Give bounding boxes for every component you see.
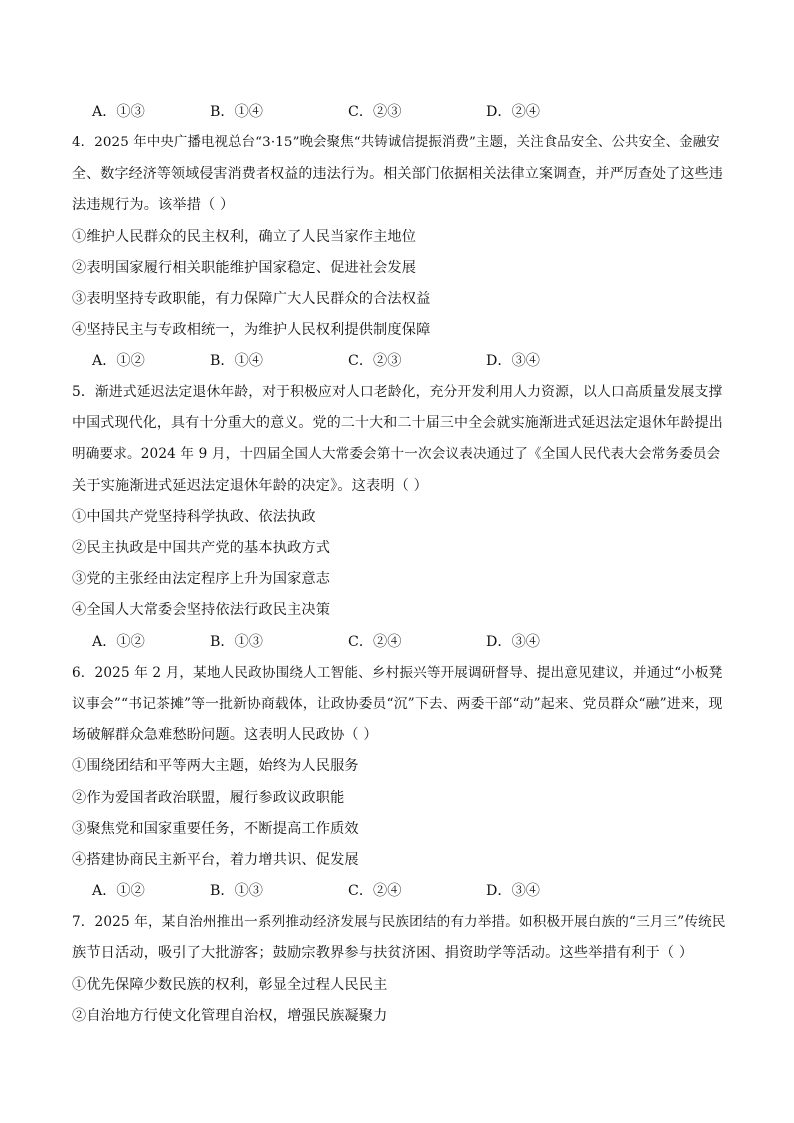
q5-stem-line: 明确要求。2024 年 9 月，十四届全国人大常委会第十一次会议表决通过了《全国人民代表大会常务委员会 — [72, 446, 721, 462]
q5-stem-line: 中国式现代化，具有十分重大的意义。党的二十大和二十届三中全会就实施渐进式延迟法定退休年龄提出 — [72, 415, 723, 431]
q7-item: ②自治地方行使文化管理自治权，增强民族凝聚力 — [72, 1008, 388, 1024]
q3-option-d: D．②④ — [486, 104, 540, 120]
q4-item: ①维护人民群众的民主权利，确立了人民当家作主地位 — [72, 229, 417, 245]
q5-option-a: A．①② — [92, 634, 145, 650]
q6-item: ④搭建协商民主新平台，着力增共识、促发展 — [72, 852, 359, 868]
q4-option-b: B．①④ — [210, 353, 263, 369]
q5-option-b: B．①③ — [210, 634, 263, 650]
q3-option-a: A．①③ — [92, 104, 145, 120]
q4-options — [92, 351, 692, 371]
q6-option-d: D．③④ — [486, 883, 540, 899]
q6-stem-line: 议事会”“书记茶摊”等一批新协商载体，让政协委员“沉”下去、两委干部“动”起来、党员群众“融”进来，现 — [72, 696, 723, 712]
q6-stem-line: 6．2025 年 2 月，某地人民政协围绕人工智能、乡村振兴等开展调研督导、提出意见建议，并通过“小板凳 — [72, 665, 723, 681]
q6-option-b: B．①③ — [210, 883, 263, 899]
q6-stem-line: 场破解群众急难愁盼问题。这表明人民政协（ ） — [72, 727, 378, 743]
q6-option-a: A．①② — [92, 883, 145, 899]
q4-stem-line: 法违规行为。该举措（ ） — [72, 197, 235, 213]
q4-item: ④坚持民主与专政相统一，为维护人民权利提供制度保障 — [72, 322, 431, 338]
q4-option-d: D．③④ — [486, 353, 540, 369]
q6-item: ②作为爱国者政治联盟，履行参政议政职能 — [72, 790, 345, 806]
q6-item: ③聚焦党和国家重要任务，不断提高工作质效 — [72, 821, 359, 837]
q5-item: ①中国共产党坚持科学执政、依法执政 — [72, 509, 316, 525]
q5-stem-line: 5．渐进式延迟法定退休年龄，对于积极应对人口老龄化，充分开发利用人力资源，以人口高质量发展支撑 — [72, 384, 723, 400]
q5-stem-line: 关于实施渐进式延迟法定退休年龄的决定》。这表明（ ） — [72, 478, 428, 494]
q5-item: ④全国人大常委会坚持依法行政民主决策 — [72, 602, 331, 618]
q7-stem-line: 族节日活动，吸引了大批游客；鼓励宗教界参与扶贫济困、捐资助学等活动。这些举措有利于（ ） — [72, 945, 694, 961]
q5-item: ②民主执政是中国共产党的基本执政方式 — [72, 540, 331, 556]
q4-stem-line: 全、数字经济等领域侵害消费者权益的违法行为。相关部门依据相关法律立案调查，并严厉查处了这些违 — [72, 166, 723, 182]
q7-item: ①优先保障少数民族的权利，彰显全过程人民民主 — [72, 977, 388, 993]
q5-option-c: C．②④ — [348, 634, 402, 650]
q6-option-c: C．②④ — [348, 883, 402, 899]
q5-options — [92, 632, 692, 652]
q6-item: ①围绕团结和平等两大主题，始终为人民服务 — [72, 758, 359, 774]
q3-options — [92, 102, 692, 122]
q5-option-d: D．③④ — [486, 634, 540, 650]
q4-option-c: C．②③ — [348, 353, 402, 369]
q4-item: ②表明国家履行相关职能维护国家稳定、促进社会发展 — [72, 260, 417, 276]
q4-stem-line: 4．2025 年中央广播电视总台“3·15”晚会聚焦“共铸诚信提振消费”主题，关注食品安全、公共安全、金融安 — [72, 135, 720, 150]
q3-option-c: C．②③ — [348, 104, 402, 120]
q4-item: ③表明坚持专政职能，有力保障广大人民群众的合法权益 — [72, 291, 431, 307]
q5-item: ③党的主张经由法定程序上升为国家意志 — [72, 571, 331, 587]
q3-option-b: B．①④ — [210, 104, 263, 120]
q7-stem-line: 7．2025 年，某自治州推出一系列推动经济发展与民族团结的有力举措。如积极开展白族的“三月三”传统民 — [72, 914, 726, 930]
q6-options — [92, 881, 692, 901]
q4-option-a: A．①② — [92, 353, 145, 369]
